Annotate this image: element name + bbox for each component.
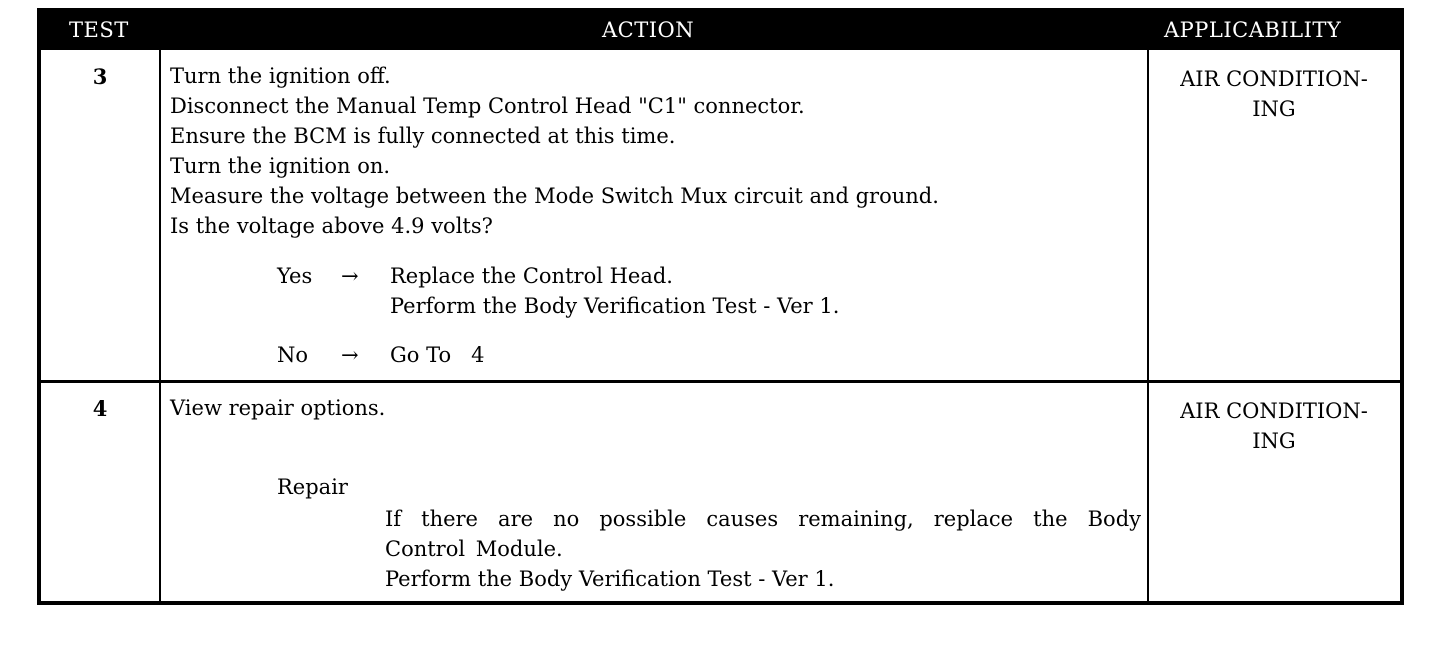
column-divider-action (1147, 50, 1149, 601)
no-result: Go To 4 (390, 343, 485, 367)
applicability-3 (1149, 64, 1399, 124)
applicability-line: AIR CONDITION- (1180, 399, 1368, 423)
header-action: ACTION (602, 18, 695, 42)
yes-label: Yes (277, 264, 313, 288)
action-line: Turn the ignition off. (170, 64, 391, 88)
repair-instructions: If there are no possible causes remaining, replace the Body Control Module. (385, 507, 1141, 561)
applicability-4 (1149, 396, 1399, 456)
action-line: Measure the voltage between the Mode Switch Mux circuit and ground. (170, 184, 939, 208)
action-steps-3 (170, 61, 939, 241)
action-line: Turn the ignition on. (170, 154, 391, 178)
column-divider-test (159, 50, 161, 601)
header-test: TEST (69, 18, 129, 42)
repair-label: Repair (277, 475, 348, 499)
test-number-4: 4 (92, 396, 108, 421)
row-divider (41, 380, 1400, 383)
action-line: Is the voltage above 4.9 volts? (170, 214, 493, 238)
action-line: Disconnect the Manual Temp Control Head "C1" connector. (170, 94, 805, 118)
no-arrow-icon: → (341, 343, 359, 367)
action-line: Ensure the BCM is fully connected at this time. (170, 124, 676, 148)
applicability-line: AIR CONDITION- (1180, 67, 1368, 91)
diagnostic-table (37, 8, 1404, 605)
yes-arrow-icon: → (341, 264, 359, 288)
yes-result (390, 261, 839, 321)
action-steps-4: View repair options. (170, 396, 386, 420)
header-applicability: APPLICABILITY (1164, 18, 1342, 42)
yes-result-line: Perform the Body Verification Test - Ver 1. (390, 294, 840, 318)
applicability-line: ING (1252, 97, 1296, 121)
table-header (41, 12, 1400, 50)
no-label: No (277, 343, 309, 367)
yes-result-line: Replace the Control Head. (390, 264, 673, 288)
repair-verification: Perform the Body Verification Test - Ver 1. (385, 567, 835, 591)
applicability-line: ING (1252, 429, 1296, 453)
test-number-3: 3 (92, 64, 108, 89)
